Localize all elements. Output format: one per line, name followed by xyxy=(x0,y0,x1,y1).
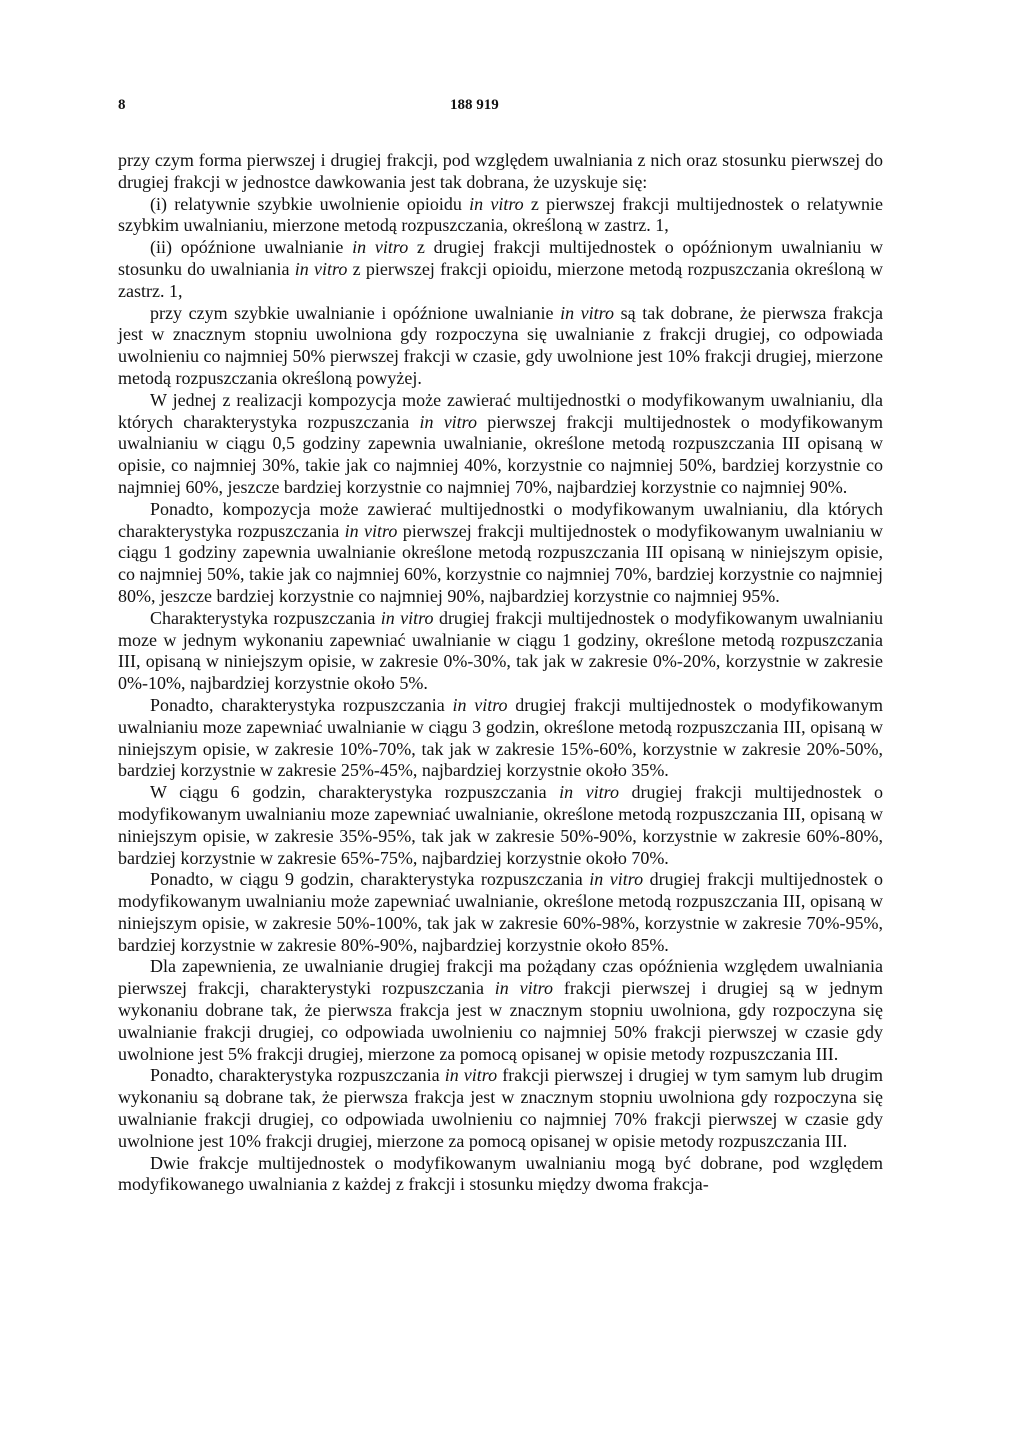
text-segment: Ponadto, kompozycja może zawierać multijednostki o modyfikowanym uwalnianiu, dla których charakterystyka rozpuszczania xyxy=(118,498,883,541)
text-segment: Ponadto, charakterystyka rozpuszczania xyxy=(150,1065,445,1086)
document-number: 188 919 xyxy=(450,97,499,113)
paragraph xyxy=(118,150,883,194)
italic-term: in vitro xyxy=(352,237,409,258)
text-segment: przy czym szybkie uwalnianie i opóźnione uwalnianie xyxy=(150,302,561,323)
text-segment: są tak dobrane, że pierwsza frakcja jest w znacznym stopniu uwolniona gdy rozpoczyna się uwalnianie z frakcji drugiej, co odpowiada uwolnieniu co najmniej 50% pierwszej frakcji w czasie, gdy uwolnione jest 10% frakcji drugiej, mierzone metodą rozpuszczania określoną powyżej. xyxy=(118,302,883,388)
page-number: 8 xyxy=(118,97,126,113)
paragraph xyxy=(118,1153,883,1197)
italic-term: in vitro xyxy=(452,694,508,715)
italic-term: in vitro xyxy=(560,302,615,323)
document-body xyxy=(118,150,883,1196)
paragraph xyxy=(118,499,883,608)
italic-term: in vitro xyxy=(589,869,644,890)
text-segment: z pierwszej frakcji multijednostek o relatywnie szybkim uwalnianiu, mierzone metodą rozpuszczania, określoną w zastrz. 1, xyxy=(118,193,883,236)
paragraph xyxy=(118,390,883,499)
text-segment: drugiej frakcji multijednostek o modyfikowanym uwalnianiu moze zapewniać uwalnianie, określone metodą rozpuszczania III, opisaną w niniejszym opisie, w zakresie 35%-95%, tak jak w zakresie 50%-90%, korzystnie w zakresie 60%-80%, bardziej korzystnie w zakresie 65%-75%, najbardziej korzystnie około 70%. xyxy=(118,782,883,868)
text-segment: Charakterystyka rozpuszczania xyxy=(150,607,381,628)
paragraph xyxy=(118,1065,883,1152)
text-segment: frakcji pierwszej i drugiej są w jednym wykonaniu dobrane tak, że pierwsza frakcja jest w znacznym stopniu uwolniona, gdy rozpoczyna się uwalnianie frakcji drugiej, co odpowiada uwolnieniu co najmniej 50% frakcji pierwszej w czasie gdy uwolnione jest 5% frakcji drugiej, mierzone za pomocą opisanej w opisie metody rozpuszczania III. xyxy=(118,978,883,1064)
text-segment: drugiej frakcji multijednostek o modyfikowanym uwalnianiu moze w jednym wykonaniu zapewniać uwalnianie w ciągu 1 godziny, określone metodą rozpuszczania III, opisaną w niniejszym opisie, w zakresie 0%-30%, tak jak w zakresie 0%-20%, korzystnie w zakresie 0%-10%, najbardziej korzystnie około 5%. xyxy=(118,607,883,694)
italic-term: in vitro xyxy=(559,782,619,803)
text-segment: W ciągu 6 godzin, charakterystyka rozpuszczania xyxy=(150,782,560,803)
text-segment: przy czym forma pierwszej i drugiej frakcji, pod względem uwalniania z nich oraz stosunku pierwszej do drugiej frakcji w jednostce dawkowania jest tak dobrana, że uzyskuje się: xyxy=(118,150,883,192)
text-segment: Dwie frakcje multijednostek o modyfikowanym uwalnianiu mogą być dobrane, pod względem modyfikowanego uwalniania z każdej z frakcji i stosunku między dwoma frakcja- xyxy=(118,1152,883,1195)
paragraph xyxy=(118,695,883,782)
text-segment: z pierwszej frakcji opioidu, mierzone metodą rozpuszczania określoną w zastrz. 1, xyxy=(118,258,883,301)
italic-term: in vitro xyxy=(419,411,478,432)
paragraph xyxy=(118,956,883,1065)
paragraph xyxy=(118,237,883,302)
italic-term: in vitro xyxy=(494,978,553,999)
text-segment: (ii) opóźnione uwalnianie xyxy=(150,237,353,258)
text-segment: drugiej frakcji multijednostek o modyfikowanym uwalnianiu moze zapewniać uwalnianie w ciągu 3 godzin, określone metodą rozpuszczania III, opisaną w niniejszym opisie, w zakresie 10%-70%, tak jak w zakresie 15%-60%, korzystnie w zakresie 20%-50%, bardziej korzystnie w zakresie 25%-45%, najbardziej korzystnie około 35%. xyxy=(118,694,883,781)
italic-term: in vitro xyxy=(344,520,398,541)
italic-term: in vitro xyxy=(469,193,524,214)
paragraph xyxy=(118,782,883,869)
text-segment: pierwszej frakcji multijednostek o modyfikowanym uwalnianiu w ciągu 1 godziny zapewnia uwalnianie określone metodą rozpuszczania III opisaną w niniejszym opisie, co najmniej 50%, takie jak co najmniej 60%, korzystnie co najmniej 70%, bardziej korzystnie co najmniej 80%, jeszcze bardziej korzystnie co najmniej 90%, najbardziej korzystnie co najmniej 95%. xyxy=(118,520,883,606)
text-segment: (i) relatywnie szybkie uwolnienie opioidu xyxy=(150,193,470,214)
text-segment: Ponadto, w ciągu 9 godzin, charakterystyka rozpuszczania xyxy=(150,869,590,890)
italic-term: in vitro xyxy=(444,1065,498,1086)
text-segment: frakcji pierwszej i drugiej w tym samym lub drugim wykonaniu są dobrane tak, że pierwsza frakcja jest w znacznym stopniu uwolniona gdy rozpoczyna się uwalnianie frakcji drugiej, co odpowiada uwolnieniu co najmniej 70% frakcji pierwszej w czasie gdy uwolnione jest 10% frakcji drugiej, mierzone za pomocą opisanej w opisie metody rozpuszczania III. xyxy=(118,1065,883,1151)
italic-term: in vitro xyxy=(380,607,434,628)
text-segment: Dla zapewnienia, ze uwalnianie drugiej frakcji ma pożądany czas opóźnienia względem uwalniania pierwszej frakcji, charakterystyki rozpuszczania xyxy=(118,956,883,999)
paragraph xyxy=(118,303,883,390)
paragraph xyxy=(118,869,883,956)
paragraph xyxy=(118,608,883,695)
text-segment: W jednej z realizacji kompozycja może zawierać multijednostki o modyfikowanym uwalnianiu, dla których charakterystyka rozpuszczania xyxy=(118,389,883,432)
text-segment: drugiej frakcji multijednostek o modyfikowanym uwalnianiu może zapewniać uwalnianie, określone metodą rozpuszczania III, opisaną w niniejszym opisie, w zakresie 50%-100%, tak jak w zakresie 60%-98%, korzystnie w zakresie 70%-95%, bardziej korzystnie w zakresie 80%-90%, najbardziej korzystnie około 85%. xyxy=(118,869,883,955)
text-segment: z drugiej frakcji multijednostek o opóźnionym uwalnianiu w stosunku do uwalniania xyxy=(118,237,883,279)
text-segment: pierwszej frakcji multijednostek o modyfikowanym uwalnianiu w ciągu 0,5 godziny zapewnia uwalnianie, określone metodą rozpuszczania III opisaną w opisie, co najmniej 30%, takie jak co najmniej 40%, korzystnie co najmniej 50%, bardziej korzystnie co najmniej 60%, jeszcze bardziej korzystnie co najmniej 70%, najbardziej korzystnie co najmniej 90%. xyxy=(118,411,883,497)
italic-term: in vitro xyxy=(294,258,348,279)
text-segment: Ponadto, charakterystyka rozpuszczania xyxy=(150,694,453,715)
paragraph xyxy=(118,194,883,238)
